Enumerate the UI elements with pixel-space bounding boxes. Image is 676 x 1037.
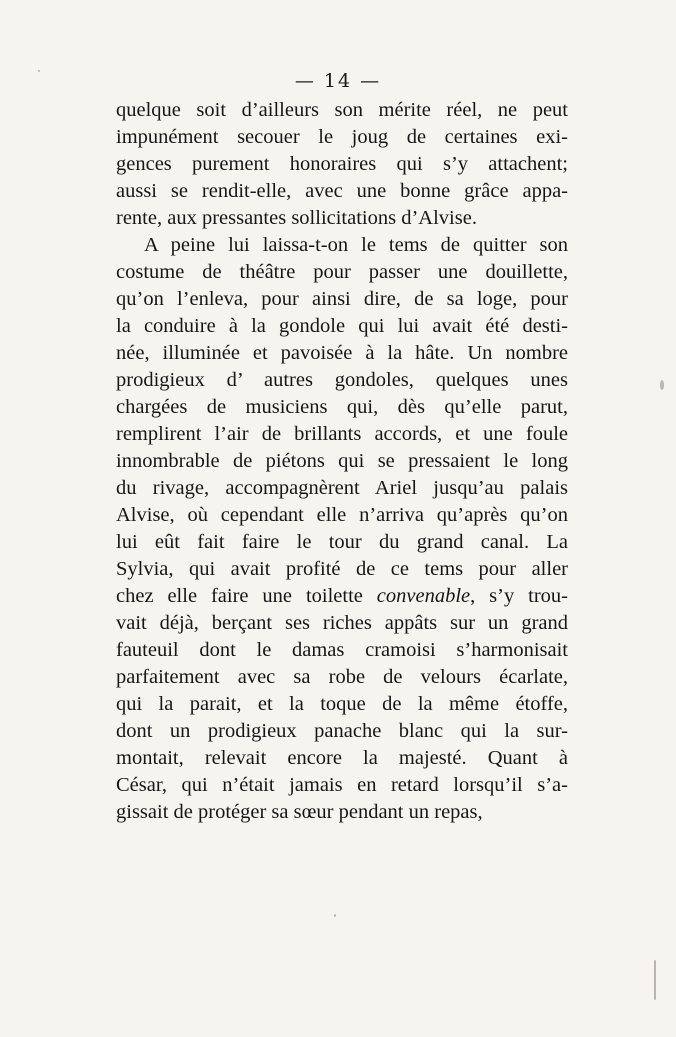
italic-word: convenable	[376, 585, 471, 607]
text-segment: , s’y trou-	[470, 585, 568, 607]
paper-speck	[654, 960, 656, 1000]
text-line: montait, relevait encore la majesté. Quant à	[116, 747, 568, 769]
text-line: dont un prodigieux panache blanc qui la sur-	[116, 720, 568, 742]
text-line: Alvise, où cependant elle n’arriva qu’après qu’on	[116, 504, 568, 526]
text-line: qu’on l’enleva, pour ainsi dire, de sa loge, pour	[116, 288, 568, 310]
paper-speck	[38, 70, 40, 72]
text-line: qui la parait, et la toque de la même étoffe,	[116, 693, 568, 715]
text-line: du rivage, accompagnèrent Ariel jusqu’au palais	[116, 477, 568, 499]
text-line-with-italic	[116, 583, 568, 610]
text-line: rente, aux pressantes sollicitations d’Alvise.	[116, 207, 477, 229]
text-line: Sylvia, qui avait profité de ce tems pour aller	[116, 558, 568, 580]
text-line: gences purement honoraires qui s’y attachent;	[116, 153, 568, 175]
text-line: parfaitement avec sa robe de velours écarlate,	[116, 666, 568, 688]
text-line: née, illuminée et pavoisée à la hâte. Un nombre	[116, 342, 568, 364]
body-text	[116, 97, 568, 826]
paper-speck	[660, 380, 664, 390]
text-line: costume de théâtre pour passer une douillette,	[116, 261, 568, 283]
page-number: — 14 —	[294, 70, 382, 92]
text-line: gissait de protéger sa sœur pendant un repas,	[116, 801, 483, 823]
text-line: remplirent l’air de brillants accords, et une foule	[116, 423, 568, 445]
text-line: César, qui n’était jamais en retard lorsqu’il s’a-	[116, 774, 568, 796]
text-line: fauteuil dont le damas cramoisi s’harmonisait	[116, 639, 568, 661]
text-line: A peine lui laissa-t-on le tems de quitter son	[144, 234, 568, 256]
text-line: impunément secouer le joug de certaines exi-	[116, 126, 568, 148]
text-line: chargées de musiciens qui, dès qu’elle parut,	[116, 396, 568, 418]
text-line: quelque soit d’ailleurs son mérite réel, ne peut	[116, 99, 568, 121]
paper-speck	[334, 914, 336, 917]
text-line: innombrable de piétons qui se pressaient le long	[116, 450, 568, 472]
text-line: prodigieux d’ autres gondoles, quelques unes	[116, 369, 568, 391]
text-line: la conduire à la gondole qui lui avait été desti-	[116, 315, 568, 337]
text-line: vait déjà, berçant ses riches appâts sur un grand	[116, 612, 568, 634]
text-segment: chez elle faire une toilette	[116, 585, 377, 607]
text-line: aussi se rendit-elle, avec une bonne grâce appa-	[116, 180, 568, 202]
text-line: lui eût fait faire le tour du grand canal. La	[116, 531, 568, 553]
